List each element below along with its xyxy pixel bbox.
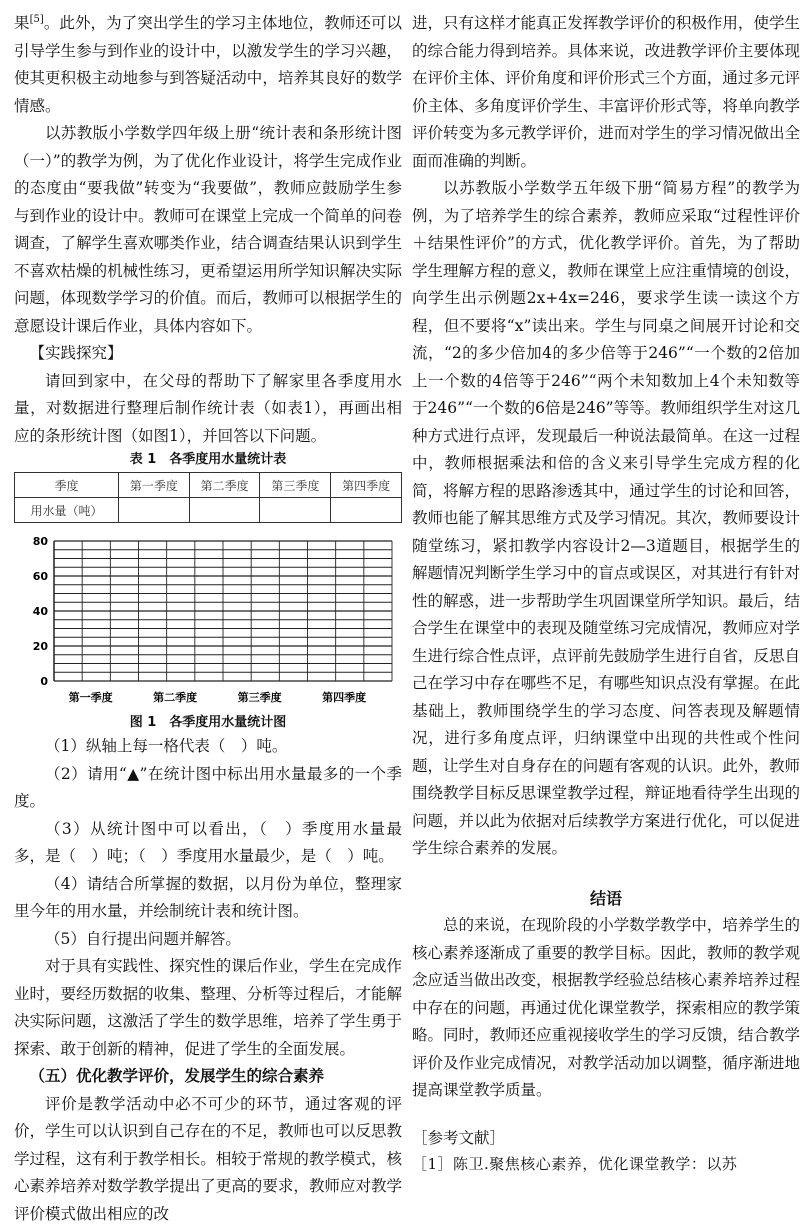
y-tick-label: 20 (33, 640, 49, 653)
citation-superscript: [5] (30, 14, 44, 25)
left-column (14, 10, 402, 1228)
table-header-cell: 第四季度 (331, 473, 402, 498)
table-header-cell: 第二季度 (189, 473, 260, 498)
table-cell (260, 498, 331, 523)
y-tick-label: 80 (33, 535, 49, 548)
paragraph: 评价是教学活动中必不可少的环节，通过客观的评价，学生可以认识到自己存在的不足，教师也可以反思教学过程，这有利于教学相长。相较于常规的教学模式，核心素养培养对数学教学提出了更高的要求，教师应对教学评价模式做出相应的改 (14, 1091, 402, 1228)
y-tick-label: 60 (33, 570, 49, 583)
x-tick-label: 第一季度 (69, 690, 113, 704)
x-tick-label: 第四季度 (322, 690, 366, 704)
question: （5）自行提出问题并解答。 (14, 926, 402, 954)
table-row-label: 用水量（吨） (15, 498, 119, 523)
question: （3）从统计图中可以看出，（ ）季度用水量最多，是（ ）吨；（ ）季度用水量最少，是（ ）吨。 (14, 816, 402, 871)
subsection-heading: （五）优化教学评价，发展学生的综合素养 (14, 1063, 402, 1091)
x-tick-label: 第二季度 (153, 690, 197, 704)
paragraph: 对于具有实践性、探究性的课后作业，学生在完成作业时，要经历数据的收集、整理、分析等过程后，才能解决实际问题，这激活了学生的数学思维，培养了学生勇于探索、敢于创新的精神，促进了学生的全面发展。 (14, 953, 402, 1063)
paragraph: 请回到家中，在父母的帮助下了解家里各季度用水量，对数据进行整理后制作统计表（如表1），再画出相应的条形统计图（如图1），并回答以下问题。 (14, 368, 402, 451)
table-header-row (15, 473, 402, 498)
question: （2）请用“▲”在统计图中标出用水量最多的一个季度。 (14, 761, 402, 816)
table-caption: 表 1 各季度用水量统计表 (14, 450, 402, 470)
table-cell (119, 498, 190, 523)
paragraph (14, 10, 402, 120)
section-tag: 【实践探究】 (14, 340, 402, 368)
question: （1）纵轴上每一格代表（ ）吨。 (14, 733, 402, 761)
figure-caption: 图 1 各季度用水量统计图 (14, 713, 402, 733)
table-header-cell: 第一季度 (119, 473, 190, 498)
reference-item: ［1］陈卫.聚焦核心素养，优化课堂教学：以苏 (412, 1151, 800, 1177)
right-column (412, 10, 800, 1177)
table-header-cell: 季度 (15, 473, 119, 498)
text-fragment: 。此外，为了突出学生的学习主体地位，教师还可以引导学生参与到作业的设计中，以激发学生的学习兴趣，使其更积极主动地参与到答疑活动中，培养其良好的数学情感。 (14, 14, 402, 115)
table-header-cell: 第三季度 (260, 473, 331, 498)
bar-chart (14, 533, 402, 713)
section-title: 结语 (412, 885, 800, 913)
references-heading: ［参考文献］ (412, 1125, 800, 1151)
question: （4）请结合所掌握的数据，以月份为单位，整理家里今年的用水量，并绘制统计表和统计图。 (14, 871, 402, 926)
table-cell (331, 498, 402, 523)
bar-chart-svg (14, 533, 402, 713)
text-fragment: 果 (14, 14, 30, 32)
paragraph: 总的来说，在现阶段的小学数学教学中，培养学生的核心素养逐渐成了重要的教学目标。因此，教师的教学观念应适当做出改变，根据教学经验总结核心素养培养过程中存在的问题，再通过优化课堂教学，探索相应的教学策略。同时，教师还应重视接收学生的学习反馈，结合教学评价及作业完成情况，对教学活动加以调整，循序渐进地提高课堂教学质量。 (412, 912, 800, 1105)
paragraph: 以苏教版小学数学四年级上册“统计表和条形统计图（一）”的教学为例，为了优化作业设计，将学生完成作业的态度由“要我做”转变为“我要做”，教师应鼓励学生参与到作业的设计中。教师可在课堂上完成一个简单的问卷调查，了解学生喜欢哪类作业，结合调查结果认识到学生不喜欢枯燥的机械性练习，更希望运用所学知识解决实际问题，体现数学学习的价值。而后，教师可以根据学生的意愿设计课后作业，具体内容如下。 (14, 120, 402, 340)
table-row (15, 498, 402, 523)
y-tick-label: 40 (33, 605, 49, 618)
paragraph: 以苏教版小学数学五年级下册“简易方程”的教学为例，为了培养学生的综合素养，教师应采取“过程性评价＋结果性评价”的方式，优化教学评价。首先，为了帮助学生理解方程的意义，教师在课堂上应注重情境的创设，向学生出示例题2x+4x=246，要求学生读一读这个方程，但不要将“x”读出来。学生与同桌之间展开讨论和交流，“2的多少倍加4的多少倍等于246”“一个数的2倍加上一个数的4倍等于246”“两个未知数加上4个未知数等于246”“一个数的6倍是246”等等。教师组织学生对这几种方式进行点评，发现最后一种说法最简单。在这一过程中，教师根据乘法和倍的含义来引导学生完成方程的化简，将解方程的思路渗透其中，通过学生的讨论和回答，教师也能了解其思维方式及学习情况。其次，教师要设计随堂练习，紧扣教学内容设计2—3道题目，根据学生的解题情况判断学生学习中的盲点或误区，对其进行有针对性的解惑，进一步帮助学生巩固课堂所学知识。最后，结合学生在课堂中的表现及随堂练习完成情况，教师应对学生进行综合性点评，点评前先鼓励学生进行自省，反思自己在学习中存在哪些不足，有哪些知识点没有掌握。在此基础上，教师围绕学生的学习态度、问答表现及解题情况，进行多角度点评，归纳课堂中出现的共性或个性问题，让学生对自身存在的问题有客观的认识。此外，教师围绕教学目标反思课堂教学过程，辩证地看待学生出现的问题，并以此为依据对后续教学方案进行优化，可以促进学生综合素养的发展。 (412, 175, 800, 863)
water-usage-table (14, 472, 402, 523)
table-cell (189, 498, 260, 523)
x-tick-label: 第三季度 (238, 690, 282, 704)
paragraph: 进，只有这样才能真正发挥教学评价的积极作用，使学生的综合能力得到培养。具体来说，改进教学评价主要体现在评价主体、评价角度和评价形式三个方面，通过多元评价主体、多角度评价学生、丰富评价形式等，将单向教学评价转变为多元教学评价，进而对学生的学习情况做出全面而准确的判断。 (412, 10, 800, 175)
y-tick-label: 0 (40, 675, 48, 688)
